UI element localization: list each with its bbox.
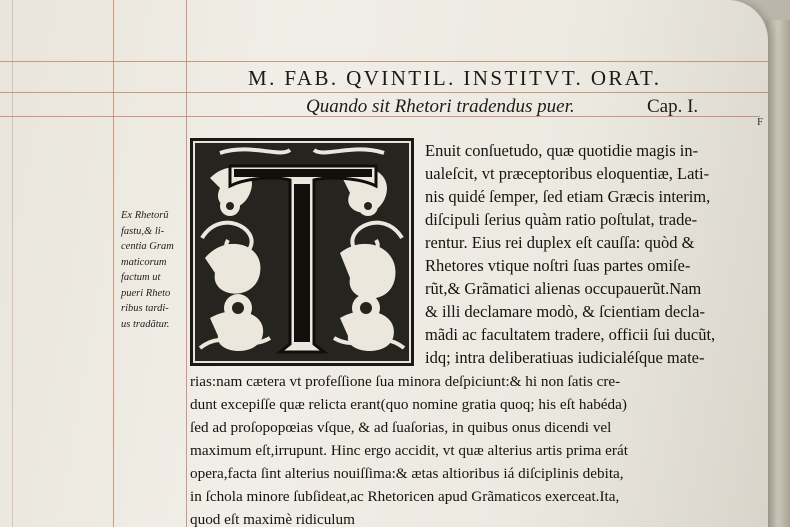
- marginal-note-line: Ex Rhetorũ: [121, 210, 169, 221]
- body-text-line: in ſchola minore ſubſideat,ac Rhetoricen apud Grãmaticos exerceat.Ita,: [190, 488, 620, 505]
- next-page-edge: [766, 20, 790, 527]
- marginal-note-line: ribus tardi-: [121, 303, 169, 314]
- marginal-note-line: maticorum: [121, 256, 167, 268]
- running-head: M. FAB. QVINTIL. INSTITVT. ORAT.: [248, 66, 662, 90]
- body-text-line: ualeſcit, vt præceptoribus eloquentiæ, Lati-: [425, 164, 710, 183]
- body-text-line: quod eſt maximè ridiculum: [190, 511, 355, 527]
- body-text-line: rias:nam cætera vt profeſſione ſua minora deſpiciunt:& hi non ſatis cre-: [190, 373, 621, 390]
- body-text-line: dunt excepiſſe quæ relicta erant(quo nomine gratia quoq; his eſt habéda): [190, 396, 627, 413]
- rule-line: [12, 0, 13, 527]
- chapter-number: Cap. I.: [647, 96, 699, 117]
- marginal-note-line: us tradãtur.: [121, 318, 170, 330]
- body-text-line: nis quidé ſemper, ſed etiam Græcis interim,: [425, 187, 711, 206]
- body-text-line: ſed ad proſopopœias vſque, & ad ſuaſorias, in quibus onus dicendi vel: [190, 419, 612, 436]
- body-text-line: mãdi ac facultatem tradere, officii ſui ducũt,: [425, 325, 716, 344]
- body-text-line: Enuit conſuetudo, quæ quotidie magis in-: [425, 141, 699, 160]
- body-text-line: diſcipuli ſerius quàm ratio poſtulat, trade-: [425, 210, 698, 229]
- body-text-line: opera,facta ſint alterius nouiſſima:& ætas altioribus iá diſciplinis debita,: [190, 465, 624, 482]
- marginal-note-line: fastu,& li-: [121, 225, 165, 237]
- marginal-note-line: pueri Rheto: [121, 287, 171, 299]
- marginal-note-line: factum ut: [121, 272, 161, 283]
- rule-line: [0, 92, 768, 93]
- margin-letter: F: [757, 116, 764, 128]
- decorated-initial-t: [190, 138, 414, 366]
- body-text-line: idq; intra deliberatiuas iudicialéſque mate-: [425, 348, 705, 367]
- marginal-note: [121, 208, 187, 332]
- body-text-line: rentur. Eius rei duplex eſt cauſſa: quòd &: [425, 233, 695, 252]
- body-text-line: rũt,& Grãmatici alienas occupauerũt.Nam: [425, 279, 702, 298]
- chapter-subtitle: Quando sit Rhetori tradendus puer.: [306, 96, 575, 117]
- marginal-note-line: centia Gram: [121, 241, 174, 252]
- body-text-line: maximum eſt,irrupunt. Hinc ergo accidit, vt quæ alterius artis prima erát: [190, 442, 628, 459]
- rule-line: [113, 0, 114, 527]
- body-text-line: Rhetores vtique noſtri ſuas partes omiſe-: [425, 256, 691, 275]
- body-text-line: & illi declamare modò, & ſcientiam decla-: [425, 302, 705, 321]
- rule-line: [0, 61, 768, 62]
